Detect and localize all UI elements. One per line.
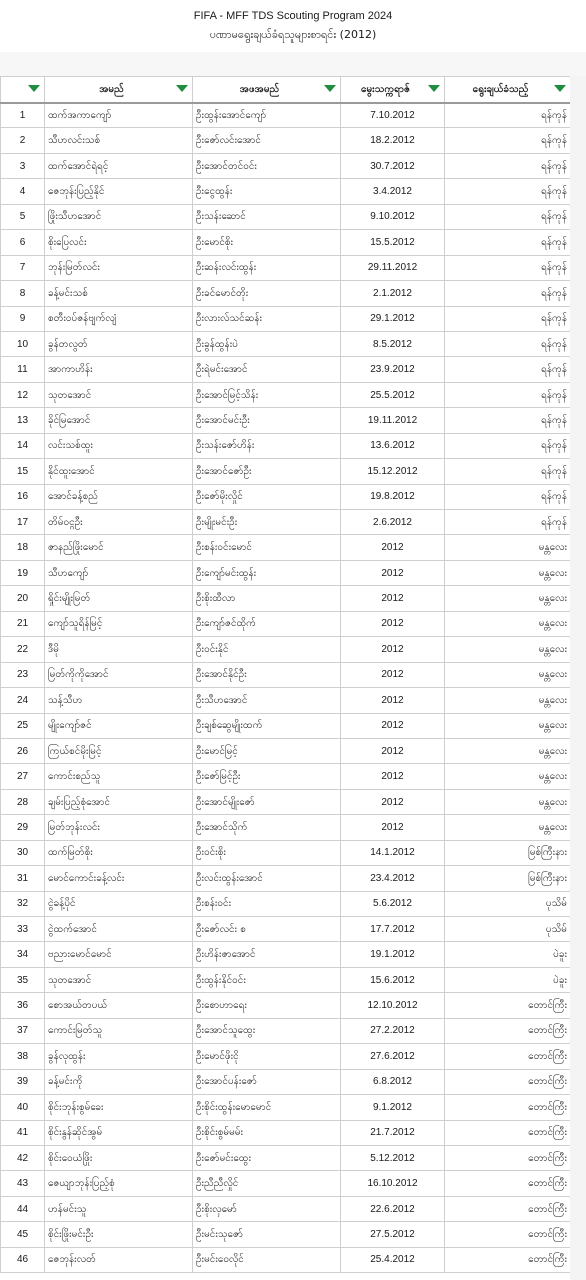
name-cell[interactable]: မြတ်ဘုန်းလင်း — [45, 815, 193, 840]
table-row — [1, 153, 571, 178]
date-of-birth-cell[interactable]: 16.10.2012 — [341, 1171, 445, 1196]
date-of-birth-cell[interactable]: 19.11.2012 — [341, 408, 445, 433]
date-of-birth-cell[interactable]: 25.5.2012 — [341, 382, 445, 407]
row-number-cell[interactable]: 45 — [1, 1222, 45, 1247]
father-name-cell[interactable]: ဦးစိုင်းစွမ်မမ်း — [193, 1120, 341, 1145]
name-cell[interactable]: စိုင်းနွန်ဆိုင်အွမ် — [45, 1120, 193, 1145]
row-number-cell[interactable]: 15 — [1, 459, 45, 484]
filter-dropdown-icon[interactable] — [176, 85, 188, 92]
date-of-birth-cell[interactable]: 2012 — [341, 586, 445, 611]
father-name-cell[interactable]: ဦးရဲမင်းအောင် — [193, 357, 341, 382]
date-of-birth-cell[interactable]: 2012 — [341, 611, 445, 636]
father-name-cell[interactable]: ဦးအောင်ပန်းဇော် — [193, 1069, 341, 1094]
title-line-2: ပဏာမရွေးချယ်ခံရသူများစာရင်း (2012) — [209, 28, 377, 41]
father-name-cell[interactable]: ဦးစောဟာရေး — [193, 993, 341, 1018]
region-cell[interactable]: တောင်ကြီး — [445, 1247, 571, 1272]
table-row — [1, 891, 571, 916]
name-cell[interactable]: ခွန်တလွတ် — [45, 331, 193, 356]
table-row — [1, 662, 571, 687]
table-row — [1, 459, 571, 484]
name-cell[interactable]: ကြယ်စင်မိုးမြင့် — [45, 738, 193, 763]
region-cell[interactable]: မန္တလေး — [445, 815, 571, 840]
region-cell[interactable]: ရန်ကုန် — [445, 484, 571, 509]
row-number-cell[interactable]: 1 — [1, 103, 45, 128]
father-name-cell[interactable]: ဦးဝင်းနိုင် — [193, 637, 341, 662]
row-number-cell[interactable]: 44 — [1, 1196, 45, 1221]
table-row — [1, 357, 571, 382]
row-number-cell[interactable]: 36 — [1, 993, 45, 1018]
header-region[interactable]: ရွေးချယ်ခံသည့် — [445, 77, 571, 103]
date-of-birth-cell[interactable]: 14.1.2012 — [341, 840, 445, 865]
row-number-cell[interactable]: 31 — [1, 866, 45, 891]
date-of-birth-cell[interactable]: 9.1.2012 — [341, 1095, 445, 1120]
father-name-cell[interactable]: ဦးမျိုးမင်းဦး — [193, 510, 341, 535]
region-cell[interactable]: တောင်ကြီး — [445, 1095, 571, 1120]
father-name-cell[interactable]: ဦးဇော်မင်းထွေး — [193, 1145, 341, 1170]
father-name-cell[interactable]: ဦးအောင်တင်ဝင်း — [193, 153, 341, 178]
table-row — [1, 204, 571, 229]
region-cell[interactable]: မန္တလေး — [445, 688, 571, 713]
row-number-cell[interactable]: 9 — [1, 306, 45, 331]
date-of-birth-cell[interactable]: 21.7.2012 — [341, 1120, 445, 1145]
name-cell[interactable]: ကောင်းမြတ်သူ — [45, 1018, 193, 1043]
father-name-cell[interactable]: ဦးစန်းဝင်းမောင် — [193, 535, 341, 560]
region-cell[interactable]: တောင်ကြီး — [445, 1196, 571, 1221]
date-of-birth-cell[interactable]: 2012 — [341, 815, 445, 840]
row-number-cell[interactable]: 22 — [1, 637, 45, 662]
row-number-cell[interactable]: 11 — [1, 357, 45, 382]
father-name-cell[interactable]: ဦးအောင်သူထွေး — [193, 1018, 341, 1043]
father-name-cell[interactable]: ဦးခွန်ထွန်းပဲ — [193, 331, 341, 356]
date-of-birth-cell[interactable]: 9.10.2012 — [341, 204, 445, 229]
table-row — [1, 103, 571, 128]
father-name-cell[interactable]: ဦးဟိန်းဇာအောင် — [193, 942, 341, 967]
region-cell[interactable]: ရန်ကုန် — [445, 255, 571, 280]
table-row — [1, 586, 571, 611]
region-cell[interactable]: မန္တလေး — [445, 637, 571, 662]
date-of-birth-cell[interactable]: 6.8.2012 — [341, 1069, 445, 1094]
row-number-cell[interactable]: 23 — [1, 662, 45, 687]
row-number-cell[interactable]: 14 — [1, 433, 45, 458]
region-cell[interactable]: မန္တလေး — [445, 662, 571, 687]
name-cell[interactable]: သန့်သီဟ — [45, 688, 193, 713]
date-of-birth-cell[interactable]: 15.12.2012 — [341, 459, 445, 484]
date-of-birth-cell[interactable]: 19.1.2012 — [341, 942, 445, 967]
empty-row[interactable] — [0, 52, 586, 77]
date-of-birth-cell[interactable]: 2012 — [341, 637, 445, 662]
region-cell[interactable]: တောင်ကြီး — [445, 1222, 571, 1247]
date-of-birth-cell[interactable]: 5.12.2012 — [341, 1145, 445, 1170]
date-of-birth-cell[interactable]: 7.10.2012 — [341, 103, 445, 128]
region-cell[interactable]: ပဲခူး — [445, 942, 571, 967]
father-name-cell[interactable]: ဦးအောင်မင်းဦး — [193, 408, 341, 433]
table-row — [1, 789, 571, 814]
table-row — [1, 688, 571, 713]
father-name-cell[interactable]: ဦးဝင်းစိုး — [193, 840, 341, 865]
region-cell[interactable]: မြစ်ကြီးနား — [445, 866, 571, 891]
father-name-cell[interactable]: ဦးထွန်းအောင်ကျော် — [193, 103, 341, 128]
father-name-cell[interactable]: ဦးညီညီလှိုင် — [193, 1171, 341, 1196]
name-cell[interactable]: သီဟလင်းသစ် — [45, 128, 193, 153]
father-name-cell[interactable]: ဦးအောင်နိုင်ဦး — [193, 662, 341, 687]
row-number-cell[interactable]: 28 — [1, 789, 45, 814]
table-row — [1, 917, 571, 942]
father-name-cell[interactable]: ဦးဇော်လင်းအောင် — [193, 128, 341, 153]
table-row — [1, 1196, 571, 1221]
row-number-cell[interactable]: 18 — [1, 535, 45, 560]
date-of-birth-cell[interactable]: 5.6.2012 — [341, 891, 445, 916]
region-cell[interactable]: မန္တလေး — [445, 738, 571, 763]
row-number-cell[interactable]: 34 — [1, 942, 45, 967]
table-row — [1, 815, 571, 840]
row-number-cell[interactable]: 4 — [1, 179, 45, 204]
row-number-cell[interactable]: 2 — [1, 128, 45, 153]
table-row — [1, 1095, 571, 1120]
date-of-birth-cell[interactable]: 25.4.2012 — [341, 1247, 445, 1272]
name-cell[interactable]: ဇေဘုန်းလတ် — [45, 1247, 193, 1272]
name-cell[interactable]: ချမ်းပြည့်စုံအောင် — [45, 789, 193, 814]
region-cell[interactable]: မန္တလေး — [445, 611, 571, 636]
table-row — [1, 942, 571, 967]
table-row — [1, 713, 571, 738]
sheet-title — [0, 0, 586, 53]
date-of-birth-cell[interactable]: 2012 — [341, 738, 445, 763]
row-number-cell[interactable]: 29 — [1, 815, 45, 840]
row-number-cell[interactable]: 17 — [1, 510, 45, 535]
table-row — [1, 1247, 571, 1272]
father-name-cell[interactable]: ဦးကျော်မင်းထွန်း — [193, 560, 341, 585]
name-cell[interactable]: ထက်အောင်ရဲရင့် — [45, 153, 193, 178]
father-name-cell[interactable]: ဦးဇော်မြင့်ဦး — [193, 764, 341, 789]
table-row — [1, 433, 571, 458]
father-name-cell[interactable]: ဦးမောင်စိုး — [193, 230, 341, 255]
name-cell[interactable]: စိုင်းဘုန်းစွမ်ခေး — [45, 1095, 193, 1120]
region-cell[interactable]: မြစ်ကြီးနား — [445, 840, 571, 865]
name-cell[interactable]: ထက်မြတ်စိုး — [45, 840, 193, 865]
filter-dropdown-icon[interactable] — [428, 85, 440, 92]
region-cell[interactable]: ရန်ကုန် — [445, 408, 571, 433]
row-number-cell[interactable]: 10 — [1, 331, 45, 356]
row-number-cell[interactable]: 8 — [1, 281, 45, 306]
father-name-cell[interactable]: ဦးသီဟအောင် — [193, 688, 341, 713]
name-cell[interactable]: အောင်ခန့်စည် — [45, 484, 193, 509]
table-row — [1, 484, 571, 509]
father-name-cell[interactable]: ဦးအောင်မျိုးဇော် — [193, 789, 341, 814]
date-of-birth-cell[interactable]: 3.4.2012 — [341, 179, 445, 204]
filter-dropdown-icon[interactable] — [324, 85, 336, 92]
row-number-cell[interactable]: 21 — [1, 611, 45, 636]
row-number-cell[interactable]: 25 — [1, 713, 45, 738]
date-of-birth-cell[interactable]: 30.7.2012 — [341, 153, 445, 178]
header-number[interactable] — [1, 77, 45, 103]
father-name-cell[interactable]: ဦးခင်မောင်တိုး — [193, 281, 341, 306]
father-name-cell[interactable]: ဦးသန်းဆောင် — [193, 204, 341, 229]
father-name-cell[interactable]: ဦးစိုးလှမော် — [193, 1196, 341, 1221]
name-cell[interactable]: သုတအောင် — [45, 382, 193, 407]
father-name-cell[interactable]: ဦးအောင်သိုက် — [193, 815, 341, 840]
father-name-cell[interactable]: ဦးသန်းဇော်ဟိန်း — [193, 433, 341, 458]
name-cell[interactable]: ခိုင်မြအောင် — [45, 408, 193, 433]
father-name-cell[interactable]: ဦးစိုးထီလာ — [193, 586, 341, 611]
name-cell[interactable]: ဗညားမောင်မောင် — [45, 942, 193, 967]
father-name-cell[interactable]: ဦးမောင်ဖိုးငို — [193, 1044, 341, 1069]
date-of-birth-cell[interactable]: 12.10.2012 — [341, 993, 445, 1018]
name-cell[interactable]: မြတ်ကိုကိုအောင် — [45, 662, 193, 687]
name-cell[interactable]: ဖြိုးသီဟအောင် — [45, 204, 193, 229]
name-cell[interactable]: မျိုးကျော်ဇင် — [45, 713, 193, 738]
table-row — [1, 382, 571, 407]
date-of-birth-cell[interactable]: 23.4.2012 — [341, 866, 445, 891]
table-row — [1, 510, 571, 535]
date-of-birth-cell[interactable]: 15.6.2012 — [341, 967, 445, 992]
father-name-cell[interactable]: ဦးငွေထွန်း — [193, 179, 341, 204]
table-row — [1, 993, 571, 1018]
name-cell[interactable]: သုတအောင် — [45, 967, 193, 992]
row-number-cell[interactable]: 6 — [1, 230, 45, 255]
row-number-cell[interactable]: 40 — [1, 1095, 45, 1120]
name-cell[interactable]: ဇေယျာဘုန်းပြည့်စုံ — [45, 1171, 193, 1196]
region-cell[interactable]: ရန်ကုန် — [445, 510, 571, 535]
date-of-birth-cell[interactable]: 27.2.2012 — [341, 1018, 445, 1043]
date-of-birth-cell[interactable]: 27.5.2012 — [341, 1222, 445, 1247]
name-cell[interactable]: ဇေဘုန်းပြည့်နိုင် — [45, 179, 193, 204]
row-number-cell[interactable]: 19 — [1, 560, 45, 585]
father-name-cell[interactable]: ဦးစိုင်းထွန်းမောမောင် — [193, 1095, 341, 1120]
table-row — [1, 637, 571, 662]
region-cell[interactable]: ရန်ကုန် — [445, 281, 571, 306]
date-of-birth-cell[interactable]: 15.5.2012 — [341, 230, 445, 255]
region-cell[interactable]: ရန်ကုန် — [445, 459, 571, 484]
father-name-cell[interactable]: ဦးမောင်မြင့် — [193, 738, 341, 763]
table-row — [1, 1171, 571, 1196]
name-cell[interactable]: ခွန်လုထွန်း — [45, 1044, 193, 1069]
region-cell[interactable]: ပုသိမ် — [445, 891, 571, 916]
table-row — [1, 1069, 571, 1094]
name-cell[interactable]: စတီးဝပ်ဇန်ဗျက်လျံ — [45, 306, 193, 331]
name-cell[interactable]: စိုင်းဖြိုးမင်းဦး — [45, 1222, 193, 1247]
row-number-cell[interactable]: 35 — [1, 967, 45, 992]
date-of-birth-cell[interactable]: 2.6.2012 — [341, 510, 445, 535]
row-number-cell[interactable]: 16 — [1, 484, 45, 509]
row-number-cell[interactable]: 5 — [1, 204, 45, 229]
date-of-birth-cell[interactable]: 2012 — [341, 764, 445, 789]
name-cell[interactable]: သီဟကျော် — [45, 560, 193, 585]
region-cell[interactable]: ရန်ကုန် — [445, 382, 571, 407]
region-cell[interactable]: ရန်ကုန် — [445, 204, 571, 229]
row-number-cell[interactable]: 39 — [1, 1069, 45, 1094]
name-cell[interactable]: တိမ်ဝင္ဂဦး — [45, 510, 193, 535]
date-of-birth-cell[interactable]: 2012 — [341, 560, 445, 585]
sheet-edge — [570, 76, 586, 1280]
table-row — [1, 967, 571, 992]
name-cell[interactable]: ခန့်မင်းကို — [45, 1069, 193, 1094]
date-of-birth-cell[interactable]: 22.6.2012 — [341, 1196, 445, 1221]
filter-dropdown-icon[interactable] — [28, 85, 40, 92]
region-cell[interactable]: တောင်ကြီး — [445, 1069, 571, 1094]
row-number-cell[interactable]: 33 — [1, 917, 45, 942]
header-row — [1, 77, 571, 103]
table-row — [1, 1120, 571, 1145]
row-number-cell[interactable]: 43 — [1, 1171, 45, 1196]
date-of-birth-cell[interactable]: 29.1.2012 — [341, 306, 445, 331]
father-name-cell[interactable]: ဦးဇော်လင်း စ — [193, 917, 341, 942]
date-of-birth-cell[interactable]: 19.8.2012 — [341, 484, 445, 509]
name-cell[interactable]: ဟန်မင်းသူ — [45, 1196, 193, 1221]
name-cell[interactable]: ငွဲထက်အောင် — [45, 917, 193, 942]
table-row — [1, 764, 571, 789]
date-of-birth-cell[interactable]: 29.11.2012 — [341, 255, 445, 280]
region-cell[interactable]: မန္တလေး — [445, 713, 571, 738]
date-of-birth-cell[interactable]: 17.7.2012 — [341, 917, 445, 942]
row-number-cell[interactable]: 12 — [1, 382, 45, 407]
table-row — [1, 840, 571, 865]
region-cell[interactable]: ရန်ကုန် — [445, 103, 571, 128]
name-cell[interactable]: ဇာနည်ဖြိုးမောင် — [45, 535, 193, 560]
table-row — [1, 1044, 571, 1069]
name-cell[interactable]: ခန့်မင်းသစ် — [45, 281, 193, 306]
date-of-birth-cell[interactable]: 2012 — [341, 662, 445, 687]
date-of-birth-cell[interactable]: 18.2.2012 — [341, 128, 445, 153]
row-number-cell[interactable]: 7 — [1, 255, 45, 280]
father-name-cell[interactable]: ဦးလားလ်သင်ဆန်း — [193, 306, 341, 331]
father-name-cell[interactable]: ဦးဇော်မိုးလှိုင် — [193, 484, 341, 509]
father-name-cell[interactable]: ဦးမင်းသုဇော် — [193, 1222, 341, 1247]
region-cell[interactable]: မန္တလေး — [445, 586, 571, 611]
table-row — [1, 179, 571, 204]
name-cell[interactable]: အာကာဟိန်း — [45, 357, 193, 382]
date-of-birth-cell[interactable]: 23.9.2012 — [341, 357, 445, 382]
region-cell[interactable]: မန္တလေး — [445, 764, 571, 789]
row-number-cell[interactable]: 46 — [1, 1247, 45, 1272]
region-cell[interactable]: တောင်ကြီး — [445, 1044, 571, 1069]
filter-dropdown-icon[interactable] — [554, 85, 566, 92]
table-row — [1, 535, 571, 560]
row-number-cell[interactable]: 24 — [1, 688, 45, 713]
name-cell[interactable]: လင်းသစ်ထူး — [45, 433, 193, 458]
table-row — [1, 560, 571, 585]
row-number-cell[interactable]: 42 — [1, 1145, 45, 1170]
name-cell[interactable]: ငွဲခန့်ပိုင် — [45, 891, 193, 916]
name-cell[interactable]: စိုးပြေလင်း — [45, 230, 193, 255]
date-of-birth-cell[interactable]: 2012 — [341, 789, 445, 814]
date-of-birth-cell[interactable]: 2.1.2012 — [341, 281, 445, 306]
table-row — [1, 331, 571, 356]
father-name-cell[interactable]: ဦးအောင်ဇော်ဦး — [193, 459, 341, 484]
father-name-cell[interactable]: ဦးချစ်ဆွေမျိုးထက် — [193, 713, 341, 738]
data-table — [0, 76, 571, 1273]
date-of-birth-cell[interactable]: 2012 — [341, 713, 445, 738]
table-row — [1, 128, 571, 153]
name-cell[interactable]: ဘုန်းမြတ်လင်း — [45, 255, 193, 280]
name-cell[interactable]: စိုင်းဝေယံဖြိုး — [45, 1145, 193, 1170]
row-number-cell[interactable]: 30 — [1, 840, 45, 865]
region-cell[interactable]: ရန်ကုန် — [445, 230, 571, 255]
name-cell[interactable]: နိုင်ထူးအောင် — [45, 459, 193, 484]
region-cell[interactable]: တောင်ကြီး — [445, 1120, 571, 1145]
region-cell[interactable]: ရန်ကုန် — [445, 331, 571, 356]
father-name-cell[interactable]: ဦးဆန်းလင်းထွန်း — [193, 255, 341, 280]
table-row — [1, 306, 571, 331]
name-cell[interactable]: ဒီမို — [45, 637, 193, 662]
row-number-cell[interactable]: 3 — [1, 153, 45, 178]
region-cell[interactable]: တောင်ကြီး — [445, 1171, 571, 1196]
region-cell[interactable]: တောင်ကြီး — [445, 993, 571, 1018]
table-row — [1, 230, 571, 255]
name-cell[interactable]: ထက်အကာကျော် — [45, 103, 193, 128]
name-cell[interactable]: မောင်ကောင်းခန့်လင်း — [45, 866, 193, 891]
row-number-cell[interactable]: 38 — [1, 1044, 45, 1069]
name-cell[interactable]: စောအယ်တပယ် — [45, 993, 193, 1018]
region-cell[interactable]: ရန်ကုန် — [445, 306, 571, 331]
row-number-cell[interactable]: 27 — [1, 764, 45, 789]
row-number-cell[interactable]: 20 — [1, 586, 45, 611]
father-name-cell[interactable]: ဦးအောင်မြင့်သိန်း — [193, 382, 341, 407]
region-cell[interactable]: မန္တလေး — [445, 789, 571, 814]
region-cell[interactable]: ရန်ကုန် — [445, 357, 571, 382]
table-row — [1, 255, 571, 280]
name-cell[interactable]: ကျော်သူရိန်မြင့် — [45, 611, 193, 636]
region-cell[interactable]: တောင်ကြီး — [445, 1018, 571, 1043]
name-cell[interactable]: ကောင်းစည်သူ — [45, 764, 193, 789]
header-father-name[interactable]: အဖအမည် — [193, 77, 341, 103]
date-of-birth-cell[interactable]: 13.6.2012 — [341, 433, 445, 458]
father-name-cell[interactable]: ဦးကျော်ဇင်ထိုက် — [193, 611, 341, 636]
row-number-cell[interactable]: 13 — [1, 408, 45, 433]
table-row — [1, 1222, 571, 1247]
table-row — [1, 738, 571, 763]
table-row — [1, 281, 571, 306]
name-cell[interactable]: ရှိုင်းမျိုးမြတ် — [45, 586, 193, 611]
father-name-cell[interactable]: ဦးလင်းထွန်းအောင် — [193, 866, 341, 891]
header-name[interactable]: အမည် — [45, 77, 193, 103]
region-cell[interactable]: ပုသိမ် — [445, 917, 571, 942]
region-cell[interactable]: ရန်ကုန် — [445, 128, 571, 153]
row-number-cell[interactable]: 32 — [1, 891, 45, 916]
father-name-cell[interactable]: ဦးမင်းဝေလိုင် — [193, 1247, 341, 1272]
date-of-birth-cell[interactable]: 27.6.2012 — [341, 1044, 445, 1069]
region-cell[interactable]: ရန်ကုန် — [445, 153, 571, 178]
row-number-cell[interactable]: 41 — [1, 1120, 45, 1145]
table-row — [1, 866, 571, 891]
table-row — [1, 1018, 571, 1043]
date-of-birth-cell[interactable]: 8.5.2012 — [341, 331, 445, 356]
region-cell[interactable]: ရန်ကုန် — [445, 433, 571, 458]
father-name-cell[interactable]: ဦးစန်းဝင်း — [193, 891, 341, 916]
region-cell[interactable]: ရန်ကုန် — [445, 179, 571, 204]
table-row — [1, 611, 571, 636]
header-date-of-birth[interactable]: မွေးသက္ကရာဇ် — [341, 77, 445, 103]
row-number-cell[interactable]: 26 — [1, 738, 45, 763]
table-row — [1, 1145, 571, 1170]
title-line-1: FIFA - MFF TDS Scouting Program 2024 — [193, 10, 393, 22]
table-row — [1, 408, 571, 433]
region-cell[interactable]: မန္တလေး — [445, 560, 571, 585]
region-cell[interactable]: ပဲခူး — [445, 967, 571, 992]
region-cell[interactable]: တောင်ကြီး — [445, 1145, 571, 1170]
date-of-birth-cell[interactable]: 2012 — [341, 688, 445, 713]
region-cell[interactable]: မန္တလေး — [445, 535, 571, 560]
row-number-cell[interactable]: 37 — [1, 1018, 45, 1043]
date-of-birth-cell[interactable]: 2012 — [341, 535, 445, 560]
father-name-cell[interactable]: ဦးထွန်းနိုင်ဝင်း — [193, 967, 341, 992]
